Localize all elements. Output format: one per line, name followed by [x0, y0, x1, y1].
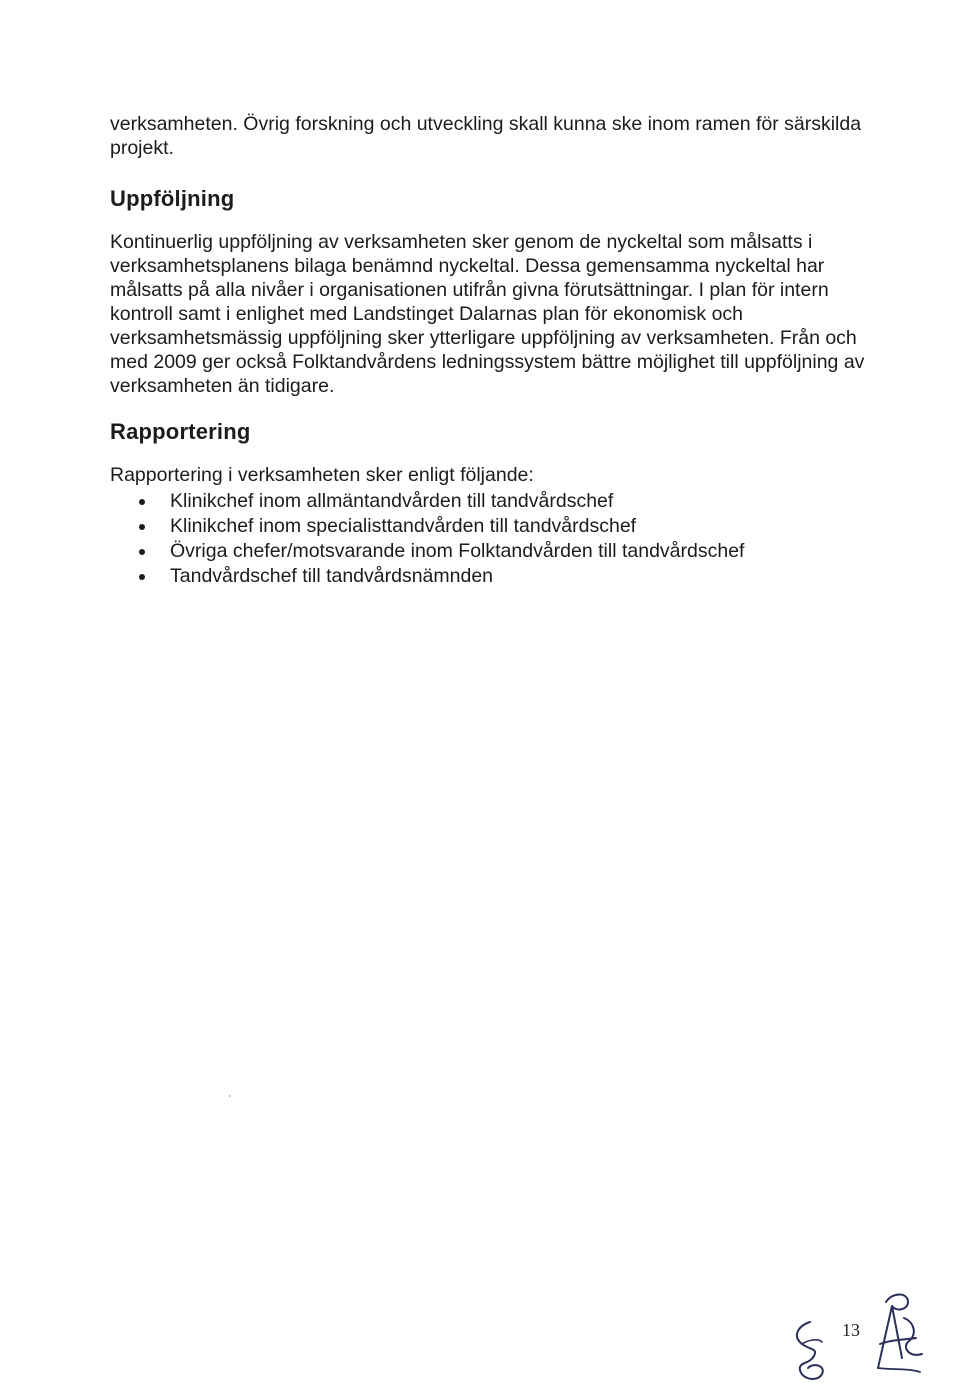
list-item	[110, 489, 870, 514]
page-content	[110, 112, 870, 589]
rapportering-lead: Rapportering i verksamheten sker enligt följande:	[110, 464, 534, 486]
list-item-text: Tandvårdschef till tandvårdsnämnden	[170, 565, 494, 587]
uppfoljning-paragraph: Kontinuerlig uppföljning av verksamheten sker genom de nyckeltal som målsatts i verksamhetsplanens bilaga benämnd nyckeltal. Dessa gemensamma nyckeltal har målsatts på alla nivåer i organisationen utifrån givna förutsättningar. I plan för intern kontroll samt i enlighet med Landstinget Dalarnas plan för ekonomisk och verksamhetsmässig uppföljning sker ytterligare uppföljning av verksamheten. Från och med 2009 ger också Folktandvårdens ledningssystem bättre möjlighet till uppföljning av verksamheten än tidigare.	[110, 231, 865, 397]
bullet-icon	[139, 549, 145, 555]
list-item-text: Klinikchef inom specialisttandvården till tandvårdschef	[170, 515, 637, 537]
scan-speck	[229, 1095, 231, 1097]
rapportering-list	[110, 489, 870, 589]
section-heading-uppfoljning: Uppföljning	[110, 186, 235, 211]
list-item	[110, 539, 870, 564]
bullet-icon	[139, 524, 145, 530]
list-item	[110, 564, 870, 589]
section-rapportering	[110, 418, 870, 589]
intro-paragraph: verksamheten. Övrig forskning och utveckling skall kunna ske inom ramen för särskilda projekt.	[110, 113, 862, 159]
list-item-text: Övriga chefer/motsvarande inom Folktandvården till tandvårdschef	[170, 540, 745, 562]
list-item-text: Klinikchef inom allmäntandvården till tandvårdschef	[170, 490, 614, 512]
section-heading-rapportering: Rapportering	[110, 419, 251, 444]
section-uppfoljning	[110, 185, 870, 398]
bullet-icon	[139, 499, 145, 505]
bullet-icon	[139, 574, 145, 580]
page-number: 13	[842, 1320, 860, 1340]
list-item	[110, 514, 870, 539]
handwritten-initials-right-icon	[868, 1288, 928, 1376]
handwritten-initials-left-icon	[788, 1318, 834, 1388]
